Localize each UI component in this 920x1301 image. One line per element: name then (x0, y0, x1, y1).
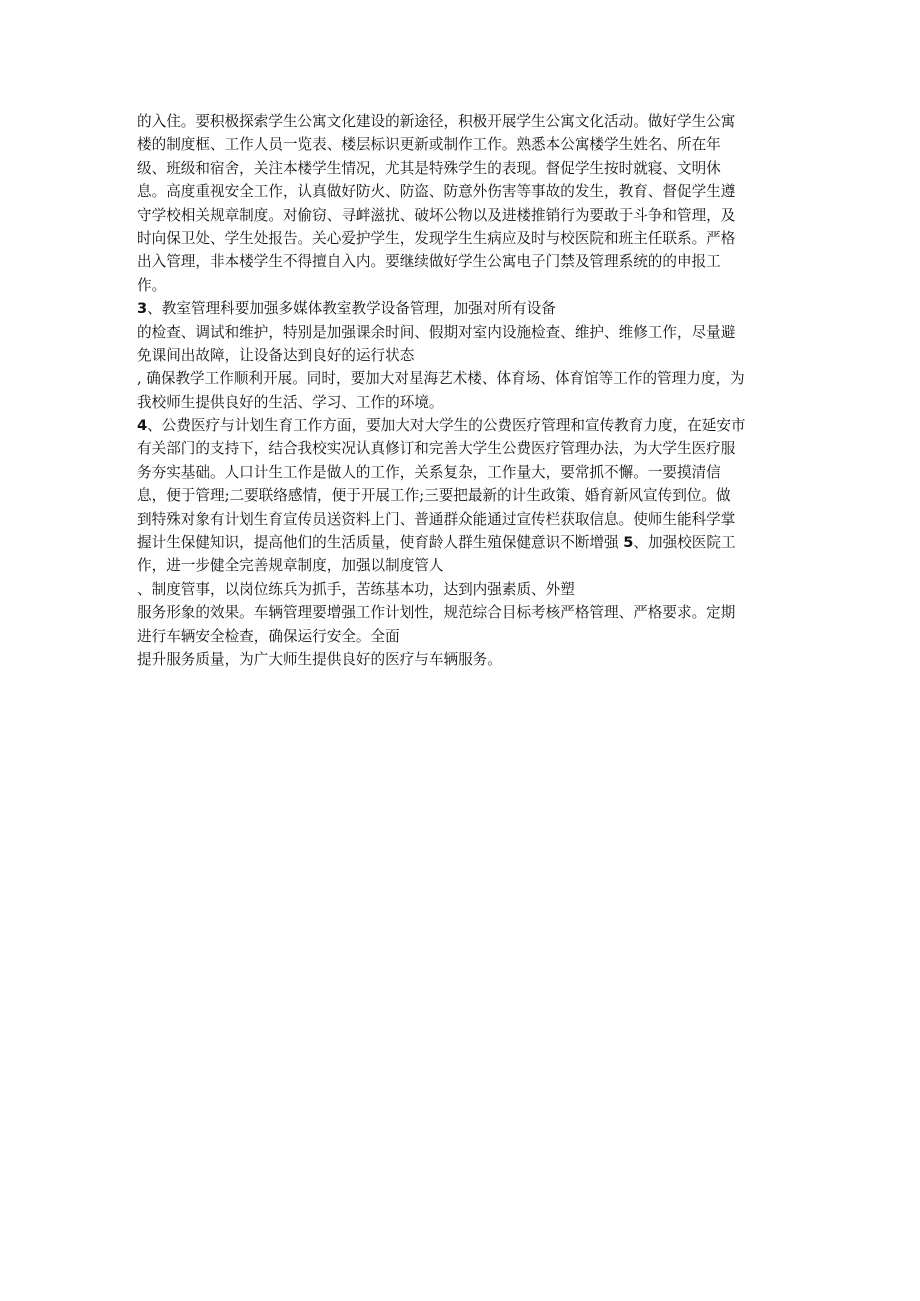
text-line: 进行车辆安全检查，确保运行安全。全面 (137, 627, 400, 645)
text-line: 时向保卫处、学生处报告。关心爱护学生，发现学生生病应及时与校医院和班主任联系。严格 (137, 229, 736, 247)
body-text (137, 110, 787, 671)
text-line: , 确保教学工作顺利开展。同时，要加大对星海艺术楼、体育场、体育馆等工作的管理力度，为 (137, 370, 745, 388)
text-line: 楼的制度框、工作人员一览表、楼层标识更新或制作工作。熟悉本公寓楼学生姓名、所在年 (137, 136, 721, 154)
text-line: 息。高度重视安全工作，认真做好防火、防盗、防意外伤害等事故的发生，教育、督促学生遵 (137, 183, 736, 201)
text-line: 提升服务质量，为广大师生提供良好的医疗与车辆服务。 (137, 650, 502, 668)
text-line: 作。 (137, 276, 167, 294)
section-number: 4 (137, 417, 148, 435)
text-line: 我校师生提供良好的生活、学习、工作的环境。 (137, 393, 444, 411)
text-line: 免课间出故障，让设备达到良好的运行状态 (137, 346, 415, 364)
section-number: 5 (623, 534, 634, 552)
text-line: 出入管理，非本楼学生不得擅自入内。要继续做好学生公寓电子门禁及管理系统的的申报工 (137, 253, 721, 271)
text-line: 务夯实基础。人口计生工作是做人的工作，关系复杂，工作量大，要常抓不懈。一要摸清信 (137, 463, 721, 481)
text-line: 的入住。要积极探索学生公寓文化建设的新途径，积极开展学生公寓文化活动。做好学生公寓 (137, 113, 736, 130)
text-line: 握计生保健知识，提高他们的生活质量，使育龄人群生殖保健意识不断增强 5、加强校医院工 (137, 534, 736, 552)
section-3-heading-line: 3、教室管理科要加强多媒体教室教学设备管理，加强对所有设备 (137, 300, 556, 318)
section-4-heading-line: 4、公费医疗与计划生育工作方面，要加大对大学生的公费医疗管理和宣传教育力度，在延安市 (137, 417, 746, 435)
text-line: 到特殊对象有计划生育宣传员送资料上门、普通群众能通过宣传栏获取信息。使师生能科学掌 (137, 510, 736, 528)
text-line: 服务形象的效果。车辆管理要增强工作计划性，规范综合目标考核严格管理、严格要求。定期 (137, 604, 736, 622)
text-line: 有关部门的支持下，结合我校实况认真修订和完善大学生公费医疗管理办法，为大学生医疗服 (137, 440, 736, 458)
text-line: 、制度管事，以岗位练兵为抓手，苦练基本功，达到内强素质、外塑 (137, 580, 575, 598)
text-line: 守学校相关规章制度。对偷窃、寻衅滋扰、破坏公物以及进楼推销行为要敢于斗争和管理，及 (137, 206, 736, 224)
text-line: 作，进一步健全完善规章制度，加强以制度管人 (137, 557, 444, 575)
text-line: 的检查、调试和维护，特别是加强课余时间、假期对室内设施检查、维护、维修工作，尽量避 (137, 323, 736, 341)
text-line: 息，便于管理;二要联络感情，便于开展工作;三要把最新的计生政策、婚育新风宣传到位。做 (137, 487, 731, 505)
section-number: 3 (137, 300, 148, 318)
text-line: 级、班级和宿舍，关注本楼学生情况，尤其是特殊学生的表现。督促学生按时就寝、文明休 (137, 159, 721, 177)
